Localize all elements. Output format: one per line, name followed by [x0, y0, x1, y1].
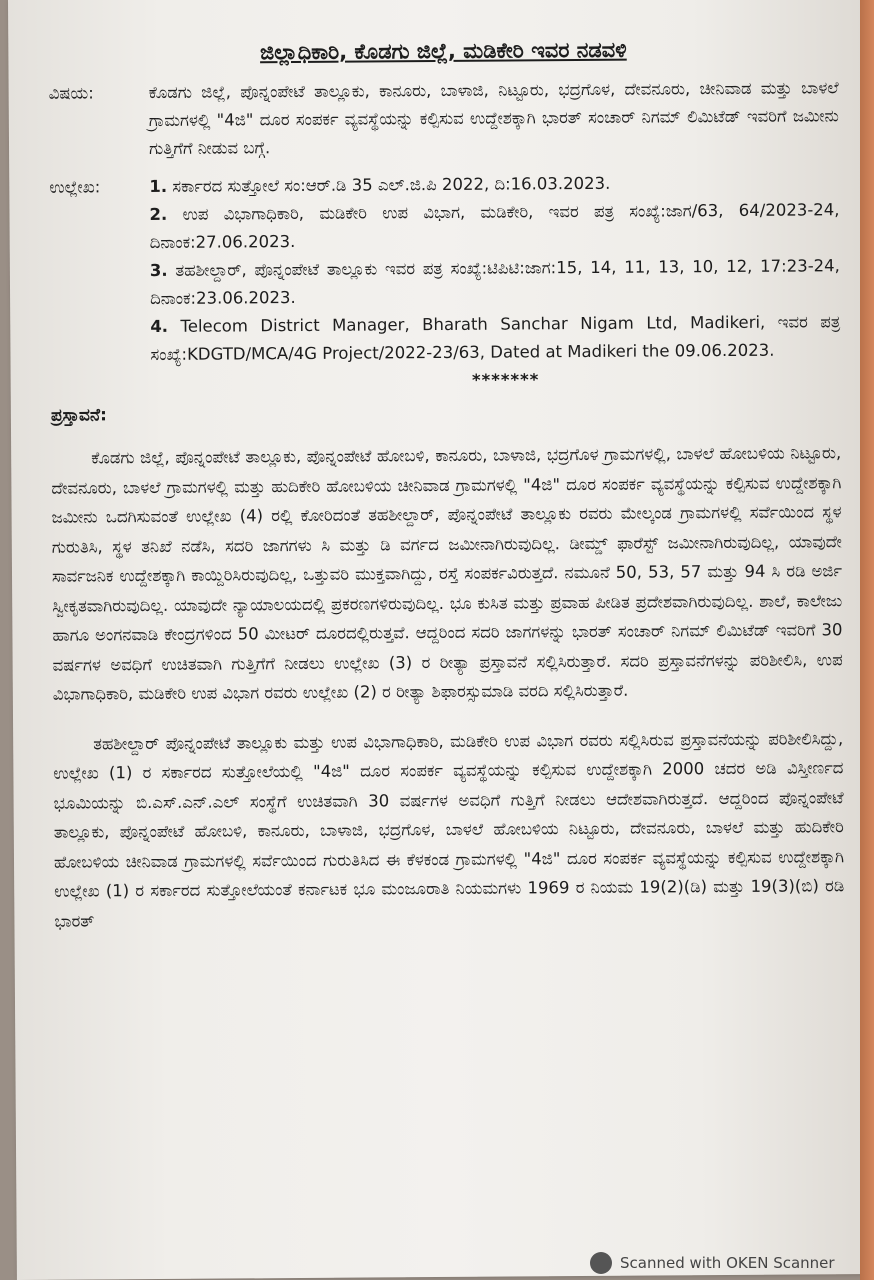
- references-row: [49, 168, 840, 370]
- document-body: [48, 24, 844, 955]
- reference-item: 3. ತಹಶೀಲ್ದಾರ್, ಪೊನ್ನಂಪೇಟೆ ತಾಲ್ಲೂಕು ಇವರ ಪತ್ರ ಸಂಖ್ಯೆ:ಟಿಪಿಟಿ:ಜಾಗ:15, 14, 11, 13, 10, 12, 17:23-24, ದಿನಾಂಕ:23.06.2023.: [149, 256, 840, 309]
- reference-item: 2. ಉಪ ವಿಭಾಗಾಧಿಕಾರಿ, ಮಡಿಕೇರಿ ಉಪ ವಿಭಾಗ, ಮಡಿಕೇರಿ, ಇವರ ಪತ್ರ ಸಂಖ್ಯೆ:ಜಾಗ/63, 64/2023-24, ದಿನಾಂಕ:27.06.2023.: [149, 200, 840, 253]
- references-label: ಉಲ್ಲೇಖ:: [49, 177, 101, 197]
- scanner-watermark: Scanned with OKEN Scanner: [590, 1252, 835, 1274]
- reference-item: 1. ಸರ್ಕಾರದ ಸುತ್ತೋಲೆ ಸಂ:ಆರ್.ಡಿ 35 ಎಲ್.ಜಿ.ಪಿ 2022, ದಿ:16.03.2023.: [149, 173, 611, 197]
- paragraph: ತಹಶೀಲ್ದಾರ್ ಪೊನ್ನಂಪೇಟೆ ತಾಲ್ಲೂಕು ಮತ್ತು ಉಪ ವಿಭಾಗಾಧಿಕಾರಿ, ಮಡಿಕೇರಿ ಉಪ ವಿಭಾಗ ರವರು ಸಲ್ಲಿಸಿರುವ ಪ್ರಸ್ತಾವನೆಯನ್ನು ಪರಿಶೀಲಿಸಿದ್ದು, ಉಲ್ಲೇಖ (1) ರ ಸರ್ಕಾರದ ಸುತ್ತೋಲೆಯಲ್ಲಿ "4ಜಿ" ದೂರ ಸಂಪರ್ಕ ವ್ಯವಸ್ಥೆಯನ್ನು ಕಲ್ಪಿಸುವ ಉದ್ದೇಶಕ್ಕಾಗಿ 2000 ಚದರ ಅಡಿ ವಿಸ್ತೀರ್ಣದ ಭೂಮಿಯನ್ನು ಬಿ.ಎಸ್.ಎನ್.ಎಲ್ ಸಂಸ್ಥೆಗೆ ಉಚಿತವಾಗಿ 30 ವರ್ಷಗಳ ಅವಧಿಗೆ ಗುತ್ತಿಗೆ ನೀಡಲು ಆದೇಶವಾಗಿರುತ್ತದೆ. ಆದ್ದರಿಂದ ಪೊನ್ನಂಪೇಟೆ ತಾಲ್ಲೂಕು, ಪೊನ್ನಂಪೇಟೆ ಹೋಬಳಿ, ಕಾನೂರು, ಬಾಳಾಜಿ, ಭದ್ರಗೊಳ, ಬಾಳಲೆ ಹೋಬಳಿಯ ನಿಟ್ಟೂರು, ದೇವನೂರು, ಬಾಳಲೆ ಮತ್ತು ಹುದಿಕೇರಿ ಹೋಬಳಿಯ ಚೀನಿವಾಡ ಗ್ರಾಮಗಳಲ್ಲಿ ಸರ್ವೆಯಿಂದ ಗುರುತಿಸಿದ ಈ ಕೆಳಕಂಡ ಗ್ರಾಮಗಳಲ್ಲಿ "4ಜಿ" ದೂರ ಸಂಪರ್ಕ ವ್ಯವಸ್ಥೆಯನ್ನು ಕಲ್ಪಿಸುವ ಉದ್ದೇಶಕ್ಕಾಗಿ ಉಲ್ಲೇಖ (1) ರ ಸರ್ಕಾರದ ಸುತ್ತೋಲೆಯಂತೆ ಕರ್ನಾಟಕ ಭೂ ಮಂಜೂರಾತಿ ನಿಯಮಗಳು 1969 ರ ನಿಯಮ 19(2)(ಡಿ) ಮತ್ತು 19(3)(ಬಿ) ರಡಿ ಭಾರತ್: [53, 728, 845, 931]
- subject-text: ಕೊಡಗು ಜಿಲ್ಲೆ, ಪೊನ್ನಂಪೇಟೆ ತಾಲ್ಲೂಕು, ಕಾನೂರು, ಬಾಳಾಜಿ, ನಿಟ್ಟೂರು, ಭದ್ರಗೊಳ, ದೇವನೂರು, ಚೀನಿವಾಡ ಮತ್ತು ಬಾಳಲೆ ಗ್ರಾಮಗಳಲ್ಲಿ "4ಜಿ" ದೂರ ಸಂಪರ್ಕ ವ್ಯವಸ್ಥೆಯನ್ನು ಕಲ್ಪಿಸುವ ಉದ್ದೇಶಕ್ಕಾಗಿ ಭಾರತ್ ಸಂಚಾರ್ ನಿಗಮ್ ಲಿಮಿಟೆಡ್ ಇವರಿಗೆ ಜಮೀನು ಗುತ್ತಿಗೆಗೆ ನೀಡುವ ಬಗ್ಗೆ.: [148, 78, 839, 159]
- references-list: [149, 168, 840, 369]
- preamble-title: ಪ್ರಸ್ತಾವನೆ:: [50, 405, 107, 426]
- subject-row: [49, 74, 840, 164]
- separator: *******: [471, 370, 540, 390]
- subject-label: ವಿಷಯ:: [48, 83, 94, 103]
- document-page: [8, 0, 873, 1280]
- scanner-logo-icon: [590, 1252, 612, 1274]
- background-edge: [860, 0, 874, 1280]
- reference-item: 4. Telecom District Manager, Bharath Sanchar Nigam Ltd, Madikeri, ಇವರ ಪತ್ರ ಸಂಖ್ಯೆ:KDGTD/MCA/4G Project/2022-23/63, Dated at Madikeri the 09.06.2023.: [150, 312, 841, 365]
- document-heading: ಜಿಲ್ಲಾಧಿಕಾರಿ, ಕೊಡಗು ಜಿಲ್ಲೆ, ಮಡಿಕೇರಿ ಇವರ ನಡವಳಿ: [259, 37, 627, 65]
- paragraph: ಕೊಡಗು ಜಿಲ್ಲೆ, ಪೊನ್ನಂಪೇಟೆ ತಾಲ್ಲೂಕು, ಪೊನ್ನಂಪೇಟೆ ಹೋಬಳಿ, ಕಾನೂರು, ಬಾಳಾಜಿ, ಭದ್ರಗೊಳ ಗ್ರಾಮಗಳಲ್ಲಿ, ಬಾಳಲೆ ಹೋಬಳಿಯ ನಿಟ್ಟೂರು, ದೇವನೂರು, ಬಾಳಲೆ ಗ್ರಾಮಗಳಲ್ಲಿ ಮತ್ತು ಹುದಿಕೇರಿ ಹೋಬಳಿಯ ಚೀನಿವಾಡ ಗ್ರಾಮಗಳಲ್ಲಿ "4ಜಿ" ದೂರ ಸಂಪರ್ಕ ವ್ಯವಸ್ಥೆಯನ್ನು ಕಲ್ಪಿಸುವ ಉದ್ದೇಶಕ್ಕಾಗಿ ಜಮೀನು ಒದಗಿಸುವಂತೆ ಉಲ್ಲೇಖ (4) ರಲ್ಲಿ ಕೋರಿದಂತೆ ತಹಶೀಲ್ದಾರ್, ಪೊನ್ನಂಪೇಟೆ ತಾಲ್ಲೂಕು ರವರು ಮೇಲ್ಕಂಡ ಗ್ರಾಮಗಳಲ್ಲಿ ಸರ್ವೆಯಿಂದ ಸ್ಥಳ ಗುರುತಿಸಿ, ಸ್ಥಳ ತನಿಖೆ ನಡೆಸಿ, ಸದರಿ ಜಾಗಗಳು ಸಿ ಮತ್ತು ಡಿ ವರ್ಗದ ಜಮೀನಾಗಿರುವುದಿಲ್ಲ. ಡೀಮ್ಡ್ ಫಾರೆಸ್ಟ್ ಜಮೀನಾಗಿರುವುದಿಲ್ಲ, ಯಾವುದೇ ಸಾರ್ವಜನಿಕ ಉದ್ದೇಶಕ್ಕಾಗಿ ಕಾಯ್ದಿರಿಸಿರುವುದಿಲ್ಲ, ಒತ್ತುವರಿ ಮುಕ್ತವಾಗಿದ್ದು, ರಸ್ತೆ ಸಂಪರ್ಕವಿರುತ್ತದೆ. ನಮೂನೆ 50, 53, 57 ಮತ್ತು 94 ಸಿ ರಡಿ ಅರ್ಜಿ ಸ್ವೀಕೃತವಾಗಿರುವುದಿಲ್ಲ. ಯಾವುದೇ ನ್ಯಾಯಾಲಯದಲ್ಲಿ ಪ್ರಕರಣಗಳಿರುವುದಿಲ್ಲ. ಭೂ ಕುಸಿತ ಮತ್ತು ಪ್ರವಾಹ ಪೀಡಿತ ಪ್ರದೇಶವಾಗಿರುವುದಿಲ್ಲ. ಶಾಲೆ, ಕಾಲೇಜು ಹಾಗೂ ಅಂಗನವಾಡಿ ಕೇಂದ್ರಗಳಿಂದ 50 ಮೀಟರ್ ದೂರದಲ್ಲಿರುತ್ತವೆ. ಆದ್ದರಿಂದ ಸದರಿ ಜಾಗಗಳನ್ನು ಭಾರತ್ ಸಂಚಾರ್ ನಿಗಮ್ ಲಿಮಿಟೆಡ್ ಇವರಿಗೆ 30 ವರ್ಷಗಳ ಅವಧಿಗೆ ಉಚಿತವಾಗಿ ಗುತ್ತಿಗೆಗೆ ನೀಡಲು ಉಲ್ಲೇಖ (3) ರ ರೀತ್ಯಾ ಪ್ರಸ್ತಾವನೆ ಸಲ್ಲಿಸಿರುತ್ತಾರೆ. ಸದರಿ ಪ್ರಸ್ತಾವನೆಗಳನ್ನು ಪರಿಶೀಲಿಸಿ, ಉಪ ವಿಭಾಗಾಧಿಕಾರಿ, ಮಡಿಕೇರಿ ಉಪ ವಿಭಾಗ ರವರು ಉಲ್ಲೇಖ (2) ರ ರೀತ್ಯಾ ಶಿಫಾರಸ್ಸುಮಾಡಿ ವರದಿ ಸಲ್ಲಿಸಿರುತ್ತಾರೆ.: [51, 443, 843, 704]
